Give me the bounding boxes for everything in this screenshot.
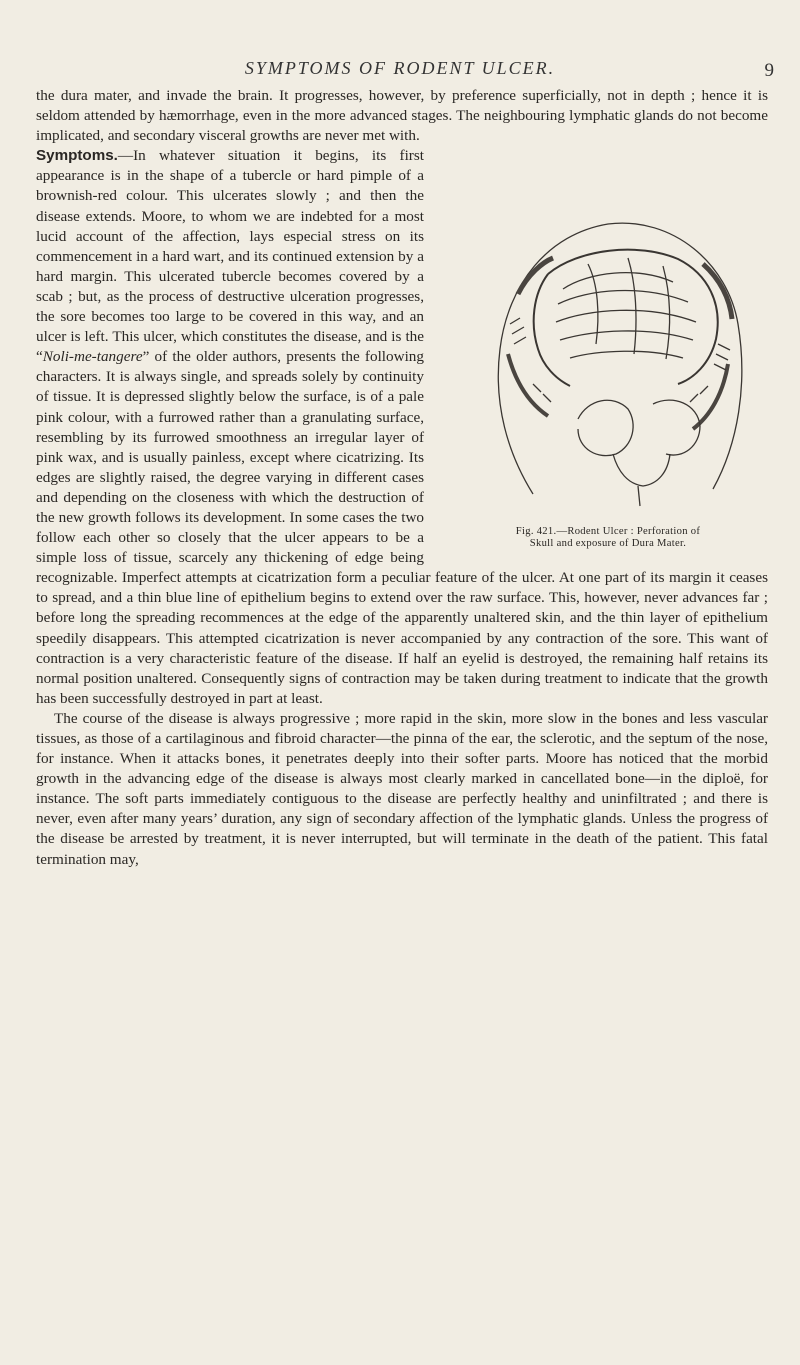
running-title: SYMPTOMS OF RODENT ULCER. xyxy=(244,58,556,78)
figure-caption xyxy=(438,526,778,550)
page-number: 9 xyxy=(764,60,774,81)
caption-line-1: Fig. 421.—Rodent Ulcer : Perforation of xyxy=(515,526,701,538)
paragraph-symptoms-part-a: —In whatever situation it begins, its first appearance is in the shape of a tubercle or hard pimple of a brownish-red colour. This ulcerates slowly ; and then the disease extends. Moore, to whom we are indebted for a most lucid account of the affection, lays especial stress on its commencement in a hard wart, and its continued extension by a hard margin. This ulcerated tubercle becomes covered by a scab ; but, as the process of destructive ulceration progresses, the sore becomes too large to be covered in this way, and an ulcer is left. This ulcer, which constitutes the disease, and is the “ xyxy=(36,147,424,366)
term-noli-me-tangere: Noli-me-tangere xyxy=(42,348,143,366)
caption-line-2: Skull and exposure of Dura Mater. xyxy=(529,538,687,550)
skull-illustration xyxy=(438,154,778,526)
running-head xyxy=(0,58,800,79)
section-heading-symptoms: Symptoms. xyxy=(36,147,118,165)
body-text xyxy=(36,86,768,870)
paragraph-continuation: the dura mater, and invade the brain. It progresses, however, by preference superficially, not in depth ; hence it is seldom attended by hæmorrhage, even in the more advanced stages. The neighbouring lymphatic glands do not become implicated, and secondary visceral growths are never met with. xyxy=(36,87,768,145)
paragraph-course: The course of the disease is always progressive ; more rapid in the skin, more slow in the bones and less vascular tissues, as those of a cartilaginous and fibroid character—the pinna of the ear, the sclerotic, and the septum of the nose, for instance. When it attacks bones, it penetrates deeply into their softer parts. Moore has noticed that the morbid growth in the advancing edge of the disease is always most clearly marked in cancellated bone—in the diploë, for instance. The soft parts immediately contiguous to the disease are perfectly healthy and uninfiltrated ; and there is never, even after many years’ duration, any sign of secondary affection of the lymphatic glands. Unless the progress of the disease be arrested by treatment, it is never interrupted, but will terminate in the death of the patient. This fatal termination may, xyxy=(36,709,768,868)
figure-rodent-ulcer xyxy=(438,154,778,562)
paragraph-symptoms-part-b: ” of the older authors, presents the following characters. It is always single, and spreads solely by continuity of tissue. It is depressed slightly below the surface, is of a pale pink colour, with a furrowed rather than a granulating surface, resembling by its furrowed smoothness an irregular layer of pink wax, and is usually painless, except where cicatrizing. Its edges are slightly raised, the degree varying in different cases and depending on the closeness with which the destruction of the new growth follows its development. In some cases the two follow each other so closely that the ulcer appears to be a simple loss of tissue, scarcely any thickening of edge being recognizable. Imperfect attempts at cicatrization form a peculiar feature of the ulcer. At one part of its margin it ceases to spread, and a thin blue line of epithelium begins to extend over the raw surface. This, however, never advances far ; before long the spreading recommences at the edge of the apparently unaltered skin, and the thin layer of epithelium speedily disappears. This attempted cicatrization is never accompanied by any contraction of the sore. This want of contraction is a very characteristic feature of the disease. If half an eyelid is destroyed, the remaining half retains its normal position unaltered. Consequently signs of contraction may be taken during treatment to indicate that the growth has been successfully destroyed in part at least. xyxy=(36,348,768,707)
